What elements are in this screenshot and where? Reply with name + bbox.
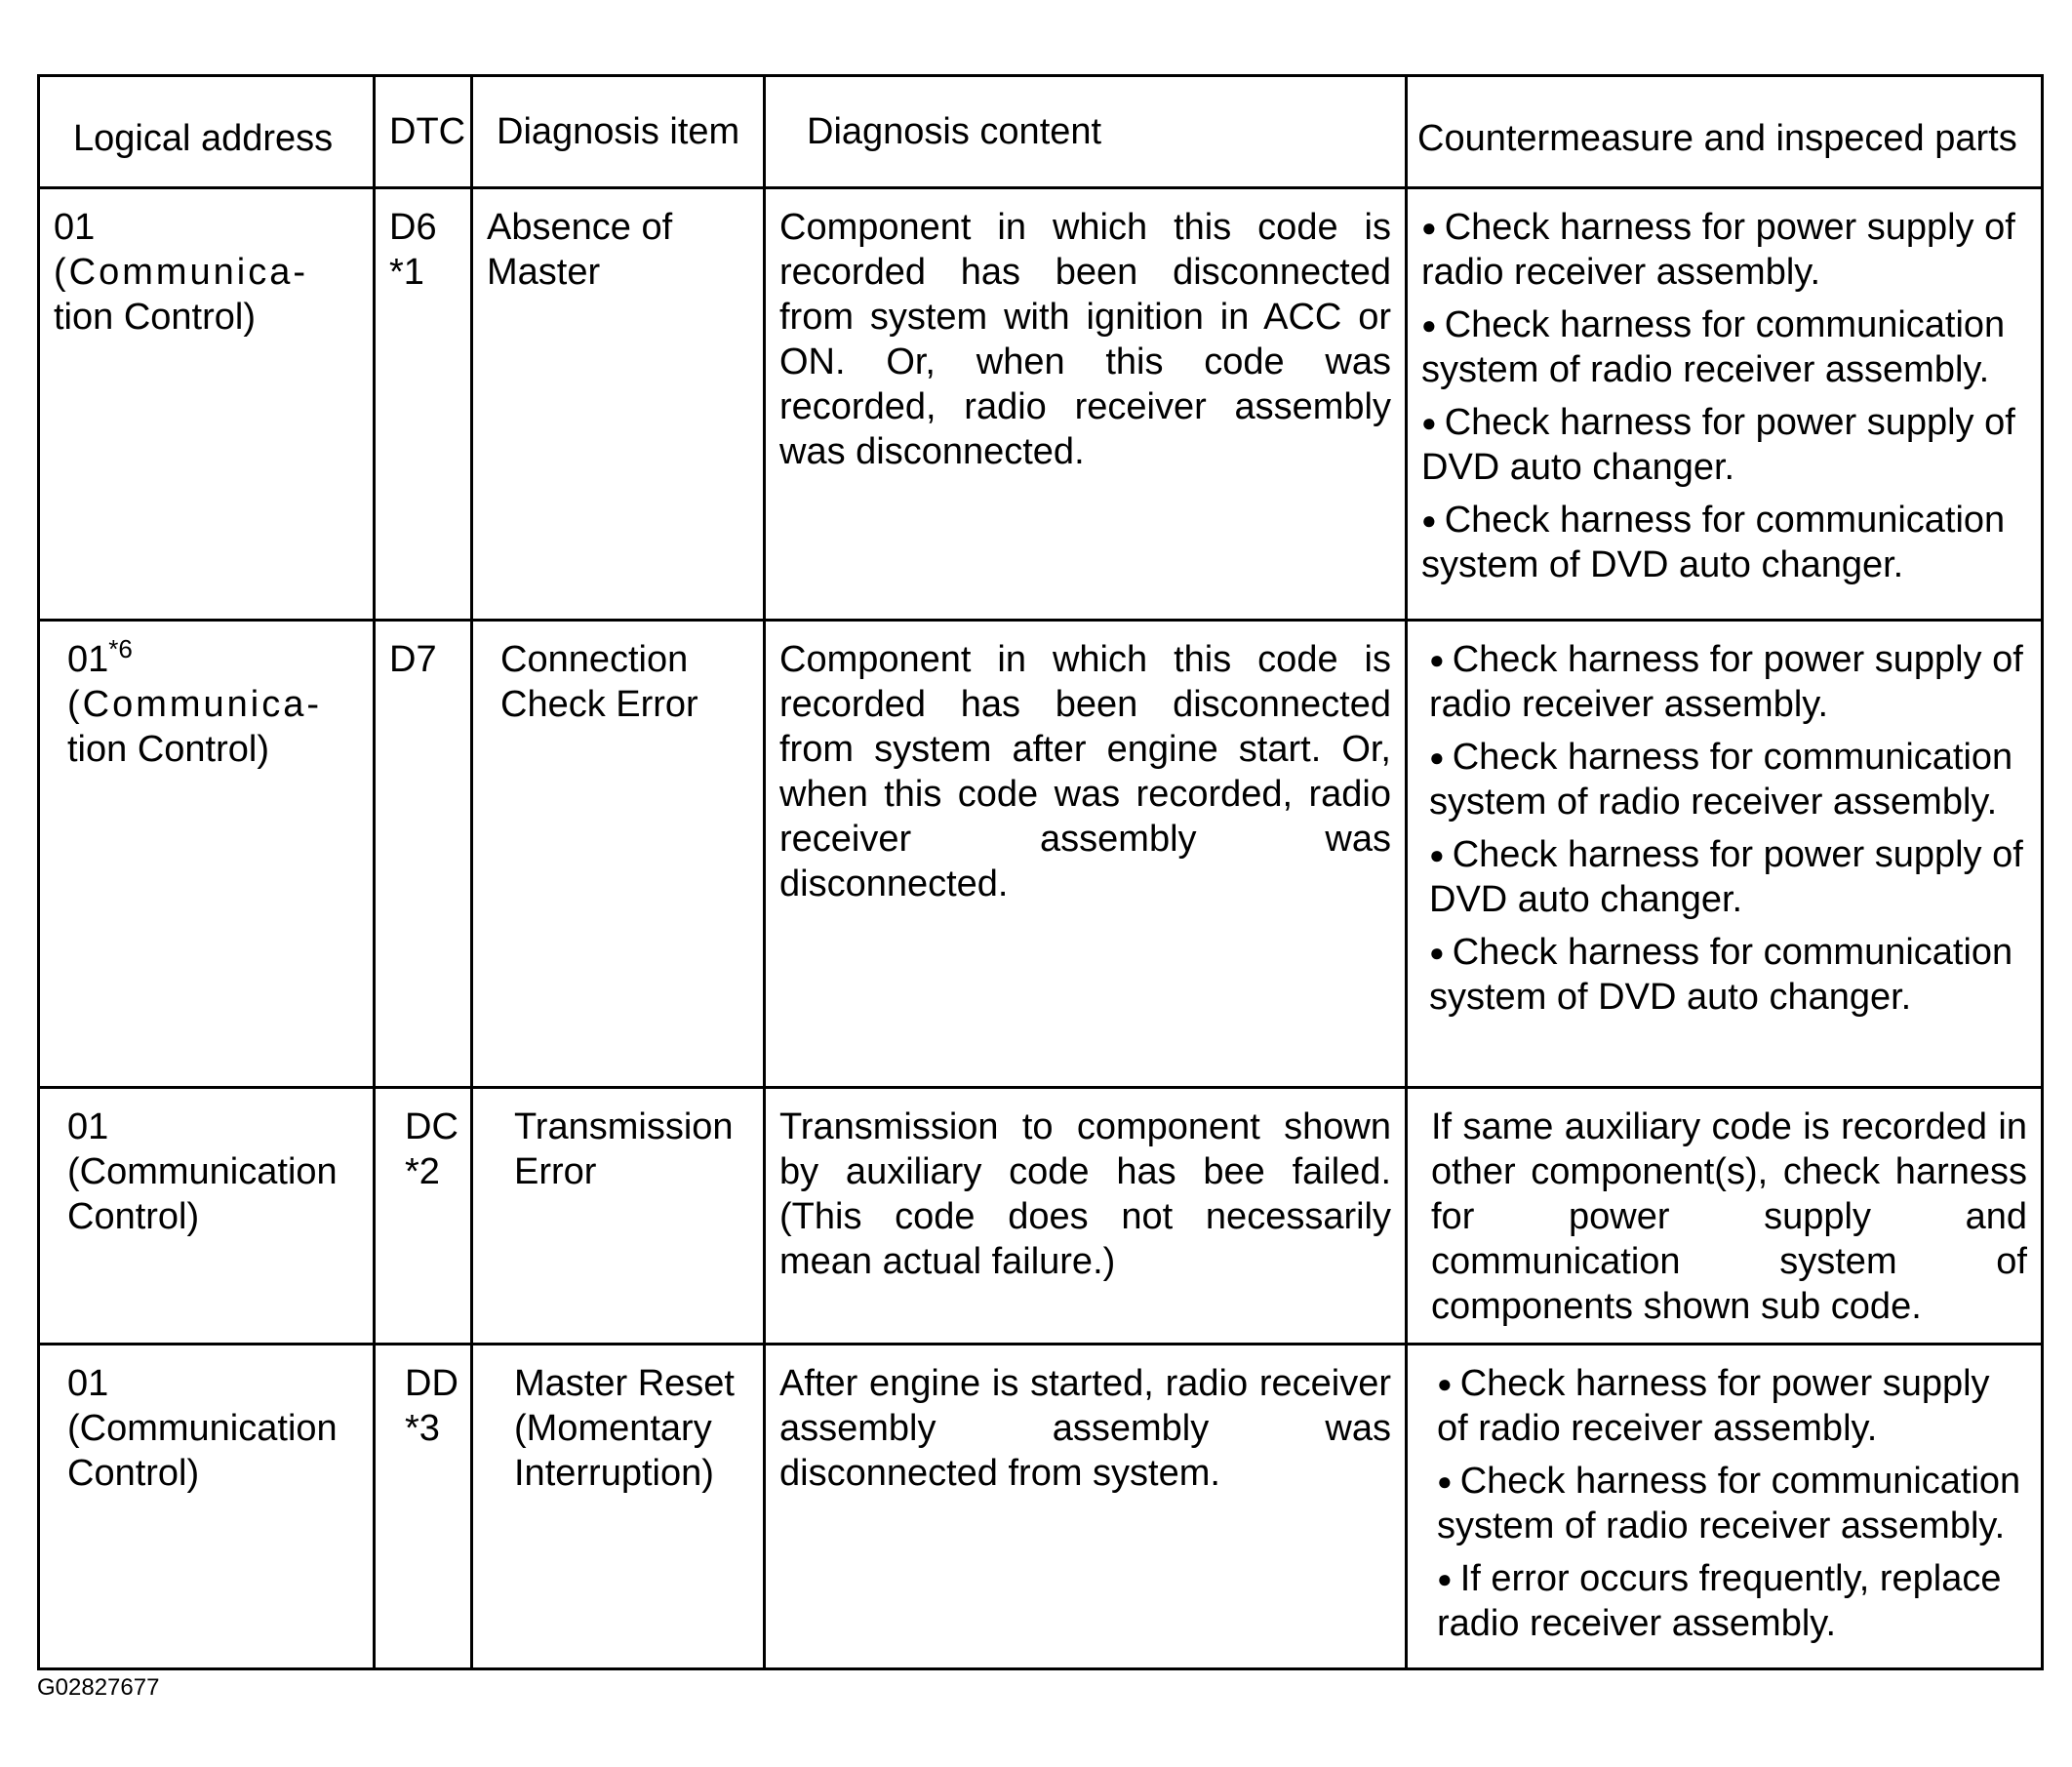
header-row xyxy=(39,76,2043,188)
logical-address-cell xyxy=(39,621,375,1088)
diagnosis-content-cell xyxy=(765,1088,1407,1345)
address-line: Control) xyxy=(67,1453,200,1494)
countermeasure-text: If same auxiliary code is recorded in other component(s), check harness for power supply and communication system of components shown sub code. xyxy=(1431,1106,2027,1327)
address-line: (Communication xyxy=(67,1151,338,1192)
countermeasure-item: ● If error occurs frequently, replace radio receiver assembly. xyxy=(1437,1556,2027,1646)
item-line: Transmission xyxy=(514,1106,734,1147)
address-code: 01 xyxy=(67,639,109,680)
header-diagnosis-content: Diagnosis content xyxy=(765,76,1407,188)
address-code: 01 xyxy=(67,1363,109,1404)
address-footnote: *6 xyxy=(108,634,133,663)
diagnosis-content-text: Transmission to component shown by auxiliary code has bee failed. (This code does not necessarily mean actual failure.) xyxy=(779,1106,1391,1282)
countermeasure-item: ● Check harness for communication system of DVD auto changer. xyxy=(1429,930,2027,1020)
diagnosis-content-cell xyxy=(765,621,1407,1088)
diagnosis-content-text: Component in which this code is recorded has been disconnected from system with ignition in ACC or ON. Or, when this code was recorded, radio receiver assembly was disconnected. xyxy=(779,207,1391,472)
dtc-note: *2 xyxy=(405,1151,440,1192)
countermeasure-item: ● Check harness for communication system of radio receiver assembly. xyxy=(1437,1459,2027,1548)
address-line: Control) xyxy=(67,1196,200,1237)
countermeasure-cell xyxy=(1407,621,2043,1088)
logical-address-cell xyxy=(39,1088,375,1345)
diagnosis-table xyxy=(37,74,2044,1670)
item-line: Connection xyxy=(500,639,689,680)
dtc-code: D7 xyxy=(389,639,437,680)
header-dtc: DTC xyxy=(375,76,472,188)
diagnosis-item-cell xyxy=(472,1088,765,1345)
header-countermeasure: Countermeasure and inspeced parts xyxy=(1407,76,2043,188)
item-line: Master xyxy=(487,252,601,293)
diagnosis-item-cell xyxy=(472,621,765,1088)
logical-address-cell xyxy=(39,1345,375,1669)
item-line: Absence of xyxy=(487,207,673,248)
dtc-note: *1 xyxy=(389,252,424,293)
dtc-cell xyxy=(375,621,472,1088)
diagnosis-content-text: After engine is started, radio receiver assembly assembly was disconnected from system. xyxy=(779,1363,1391,1494)
diagnosis-content-text: Component in which this code is recorded has been disconnected from system after engine start. Or, when this code was recorded, radio receiver assembly was disconnected. xyxy=(779,639,1391,904)
header-diagnosis-item: Diagnosis item xyxy=(472,76,765,188)
item-line: (Momentary xyxy=(514,1408,712,1449)
address-line: (Communication xyxy=(67,1408,338,1449)
dtc-cell xyxy=(375,1088,472,1345)
countermeasure-item: ● Check harness for power supply of DVD auto changer. xyxy=(1421,400,2027,490)
countermeasure-cell xyxy=(1407,1345,2043,1669)
table-row xyxy=(39,1345,2043,1669)
countermeasure-cell xyxy=(1407,1088,2043,1345)
table-row xyxy=(39,1088,2043,1345)
address-line: tion Control) xyxy=(54,297,256,338)
dtc-note: *3 xyxy=(405,1408,440,1449)
countermeasure-cell xyxy=(1407,188,2043,621)
diagnosis-item-cell xyxy=(472,1345,765,1669)
countermeasure-item: ● Check harness for communication system of radio receiver assembly. xyxy=(1421,302,2027,392)
dtc-code: DC xyxy=(405,1106,458,1147)
countermeasure-item: ● Check harness for communication system of DVD auto changer. xyxy=(1421,498,2027,587)
dtc-code: D6 xyxy=(389,207,437,248)
item-line: Interruption) xyxy=(514,1453,714,1494)
address-line: (Communica- xyxy=(67,684,323,725)
table-row xyxy=(39,188,2043,621)
dtc-cell xyxy=(375,1345,472,1669)
item-line: Master Reset xyxy=(514,1363,735,1404)
countermeasure-item: ● Check harness for communication system of radio receiver assembly. xyxy=(1429,735,2027,824)
figure-id: G02827677 xyxy=(37,1674,160,1701)
address-code: 01 xyxy=(67,1106,109,1147)
address-line: tion Control) xyxy=(67,729,269,770)
dtc-code: DD xyxy=(405,1363,458,1404)
countermeasure-item: ● Check harness for power supply of radio receiver assembly. xyxy=(1429,637,2027,727)
diagnosis-item-cell xyxy=(472,188,765,621)
table-row xyxy=(39,621,2043,1088)
countermeasure-item: ● Check harness for power supply of DVD auto changer. xyxy=(1429,832,2027,922)
diagnosis-content-cell xyxy=(765,1345,1407,1669)
address-code: 01 xyxy=(54,207,96,248)
countermeasure-item: ● Check harness for power supply of radio receiver assembly. xyxy=(1437,1361,2027,1451)
address-line: (Communica- xyxy=(54,252,309,293)
item-line: Error xyxy=(514,1151,597,1192)
countermeasure-item: ● Check harness for power supply of radio receiver assembly. xyxy=(1421,205,2027,295)
item-line: Check Error xyxy=(500,684,698,725)
header-logical-address: Logical address xyxy=(39,76,375,188)
logical-address-cell xyxy=(39,188,375,621)
diagnosis-content-cell xyxy=(765,188,1407,621)
dtc-cell xyxy=(375,188,472,621)
